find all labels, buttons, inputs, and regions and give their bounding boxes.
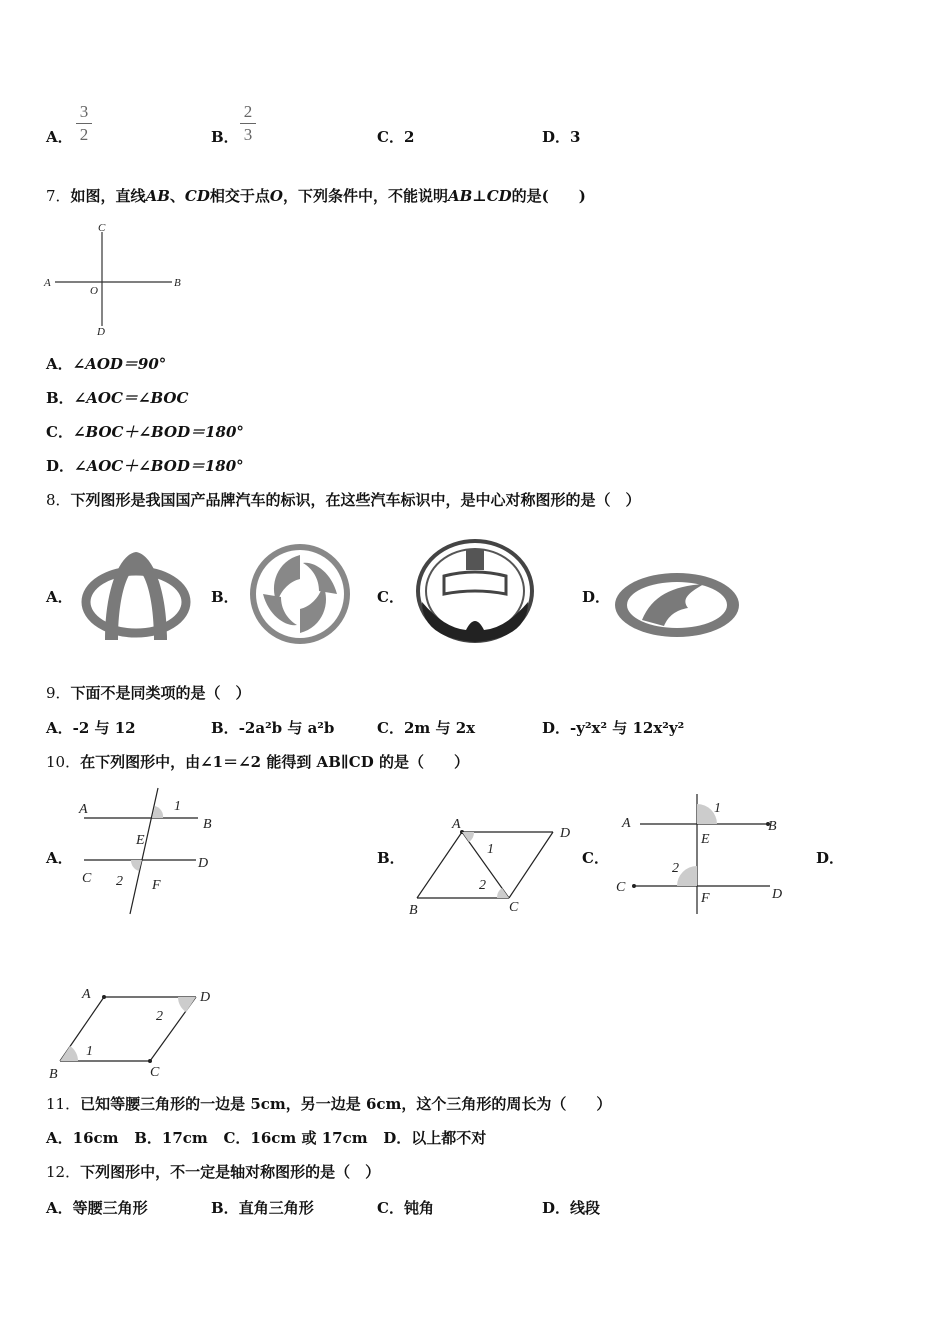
q7-label-o: O (90, 285, 98, 297)
q12-option-c: C．钝角 (377, 1199, 434, 1217)
q11-options (46, 1129, 486, 1147)
q10a-label-1: 1 (174, 799, 181, 814)
q10a-label-d: D (198, 856, 209, 871)
q10c-label-c: C (616, 880, 626, 895)
q10d-label-a: A (82, 987, 91, 1002)
q8-logo-a (80, 548, 195, 643)
q10c-label-1: 1 (714, 801, 721, 816)
q7-label-c: C (98, 222, 106, 234)
q10-stem: 10．在下列图形中，由∠1＝∠2 能得到 AB∥CD 的是（ ） (46, 753, 469, 771)
q7-option-c: C．∠BOC＋∠BOD＝180° (46, 423, 244, 441)
q10-figure-b (405, 812, 580, 920)
q9-option-d: D．-y²x² 与 12x²y² (542, 719, 685, 737)
q10-label-a: A． (46, 849, 73, 867)
q10a-label-f: F (152, 878, 161, 893)
q10a-label-a: A (79, 802, 88, 817)
q10d-label-b: B (49, 1067, 58, 1082)
q10a-label-e: E (136, 833, 145, 848)
q10d-label-1: 1 (86, 1044, 93, 1059)
q8-logo-c (414, 538, 536, 644)
q10b-label-1: 1 (487, 842, 494, 857)
q8-label-c: C． (377, 588, 404, 606)
q10c-label-2: 2 (672, 861, 679, 876)
q9-option-c: C．2m 与 2x (377, 719, 476, 737)
q10b-label-b: B (409, 903, 418, 918)
q10d-label-c: C (150, 1065, 160, 1080)
q7-option-a: A．∠AOD＝90° (46, 355, 167, 373)
q10c-label-e: E (701, 832, 710, 847)
q10-figure-a (76, 786, 221, 918)
q6-option-b-numerator: 2 (243, 102, 253, 121)
q10c-label-b: B (768, 819, 777, 834)
q7-label-d: D (97, 326, 105, 338)
q8-logo-d (612, 570, 742, 640)
q6-option-b-denominator: 3 (243, 125, 253, 144)
q10-label-d: D． (816, 849, 845, 867)
q12-option-d: D．线段 (542, 1199, 601, 1217)
q10b-label-2: 2 (479, 878, 486, 893)
q11-option-d: D．以上都不对 (383, 1129, 487, 1147)
q8-stem: 8．下列图形是我国国产品牌汽车的标识，在这些汽车标识中，是中心对称图形的是（ ） (46, 491, 641, 509)
q10c-label-f: F (701, 891, 710, 906)
q7-label-b: B (174, 277, 181, 289)
q10-label-b: B． (377, 849, 405, 867)
q12-stem: 12．下列图形中，不一定是轴对称图形的是（ ） (46, 1163, 381, 1181)
q10b-label-a: A (452, 817, 461, 832)
q6-option-a-label: A． (46, 128, 73, 146)
q10-figure-d (44, 982, 224, 1082)
q10a-label-b: B (203, 817, 212, 832)
q8-logo-b (247, 541, 353, 647)
q6-option-b-label: B． (211, 128, 239, 146)
q7-label-a: A (44, 277, 51, 289)
q10a-label-2: 2 (116, 874, 123, 889)
q12-option-b: B．直角三角形 (211, 1199, 314, 1217)
q9-stem: 9．下面不是同类项的是（ ） (46, 684, 251, 702)
q10d-label-d: D (200, 990, 211, 1005)
q10c-label-a: A (622, 816, 631, 831)
q8-label-a: A． (46, 588, 73, 606)
q7-option-b: B．∠AOC＝∠BOC (46, 389, 189, 407)
q11-option-c: C．16cm 或 17cm (223, 1129, 368, 1147)
q12-option-a: A．等腰三角形 (46, 1199, 148, 1217)
q10a-label-c: C (82, 871, 92, 886)
q10b-label-c: C (509, 900, 519, 915)
q10-label-c: C． (582, 849, 609, 867)
q8-label-b: B． (211, 588, 239, 606)
q6-option-c: C．2 (377, 128, 415, 146)
q6-option-a-numerator: 3 (79, 102, 89, 121)
q9-option-b: B．-2a²b 与 a²b (211, 719, 335, 737)
q8-label-d: D． (582, 588, 611, 606)
q11-option-a: A．16cm (46, 1129, 119, 1147)
q6-option-a-fraction (76, 103, 92, 144)
q10b-label-d: D (560, 826, 571, 841)
q10-figure-c (612, 790, 797, 918)
q10c-label-d: D (772, 887, 783, 902)
q6-option-b-fraction (240, 103, 256, 144)
q6-option-a-denominator: 2 (79, 125, 89, 144)
q7-figure (40, 218, 190, 343)
q6-option-d: D．3 (542, 128, 581, 146)
q9-option-a: A．-2 与 12 (46, 719, 136, 737)
q7-option-d: D．∠AOC＋∠BOD＝180° (46, 457, 244, 475)
q10d-label-2: 2 (156, 1009, 163, 1024)
q11-stem: 11．已知等腰三角形的一边是 5cm，另一边是 6cm，这个三角形的周长为（ ） (46, 1095, 612, 1113)
q7-stem: 7．如图，直线AB、CD相交于点O，下列条件中，不能说明AB⊥CD的是( ) (46, 187, 586, 205)
q11-option-b: B．17cm (134, 1129, 208, 1147)
